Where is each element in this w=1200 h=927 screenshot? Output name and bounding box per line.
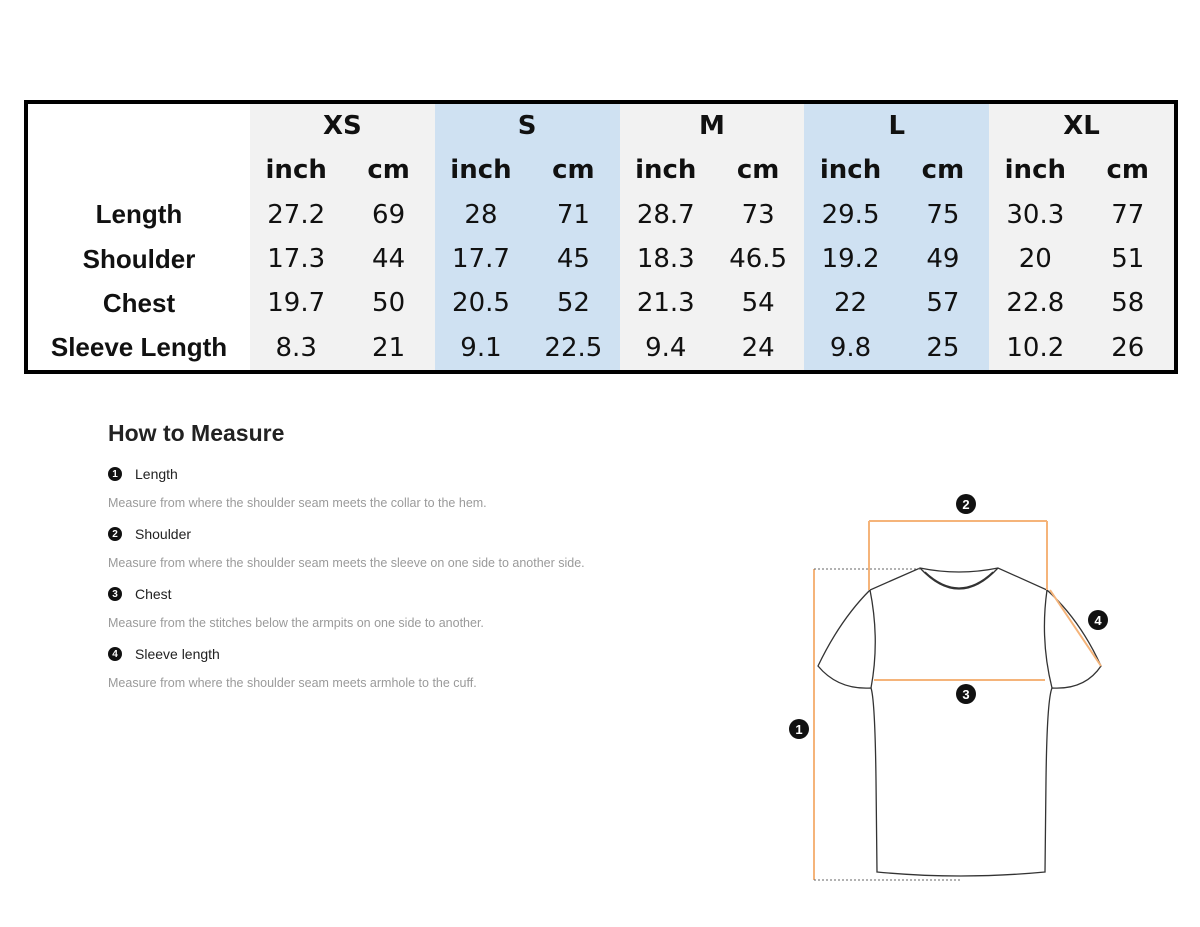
measurement-cell: 29.5	[804, 193, 896, 237]
measurement-cell: 30.3	[989, 193, 1081, 237]
measurement-cell: 26	[1082, 326, 1174, 370]
measure-item-description: Measure from where the shoulder seam meets the collar to the hem.	[108, 496, 487, 510]
measurement-cell: 77	[1082, 193, 1174, 237]
measurement-cell: 73	[712, 193, 804, 237]
measurement-cell: 20	[989, 237, 1081, 281]
measurement-cell: 46.5	[712, 237, 804, 281]
size-header-s: S	[435, 104, 620, 148]
measure-item-description: Measure from where the shoulder seam meets the sleeve on one side to another side.	[108, 556, 585, 570]
unit-header-inch: inch	[804, 148, 896, 192]
unit-header-inch: inch	[989, 148, 1081, 192]
unit-header-inch: inch	[250, 148, 342, 192]
number-badge-icon: 1	[108, 467, 122, 481]
unit-header-cm: cm	[1082, 148, 1174, 192]
badge-2-icon	[956, 494, 976, 514]
measurement-cell: 9.1	[435, 326, 527, 370]
measurement-cell: 54	[712, 281, 804, 325]
measure-item-name: Chest	[135, 586, 172, 602]
measurement-cell: 27.2	[250, 193, 342, 237]
unit-header-cm: cm	[527, 148, 619, 192]
svg-text:3: 3	[962, 687, 970, 702]
size-header-m: M	[620, 104, 805, 148]
measurement-cell: 45	[527, 237, 619, 281]
measurement-cell: 49	[897, 237, 989, 281]
measurement-cell: 19.2	[804, 237, 896, 281]
size-header-xs: XS	[250, 104, 435, 148]
svg-text:1: 1	[795, 722, 803, 737]
measurement-cell: 22.5	[527, 326, 619, 370]
measurement-cell: 25	[897, 326, 989, 370]
measure-item-description: Measure from the stitches below the armpits on one side to another.	[108, 616, 484, 630]
measurement-cell: 69	[342, 193, 434, 237]
measurement-cell: 75	[897, 193, 989, 237]
unit-header-inch: inch	[435, 148, 527, 192]
measurement-cell: 21.3	[620, 281, 712, 325]
unit-header-cm: cm	[342, 148, 434, 192]
measurement-cell: 24	[712, 326, 804, 370]
measurement-cell: 28.7	[620, 193, 712, 237]
size-header-l: L	[804, 104, 989, 148]
number-badge-icon: 2	[108, 527, 122, 541]
unit-header-cm: cm	[712, 148, 804, 192]
number-badge-icon: 4	[108, 647, 122, 661]
row-label: Length	[95, 199, 183, 230]
row-label: Chest	[102, 287, 176, 318]
measurement-cell: 9.8	[804, 326, 896, 370]
measure-item-name: Sleeve length	[135, 646, 220, 662]
measurement-cell: 17.7	[435, 237, 527, 281]
measurement-cell: 71	[527, 193, 619, 237]
badge-1-icon	[789, 719, 809, 739]
unit-header-cm: cm	[897, 148, 989, 192]
measurement-cell: 52	[527, 281, 619, 325]
measurement-cell: 28	[435, 193, 527, 237]
measurement-cell: 58	[1082, 281, 1174, 325]
measurement-cell: 18.3	[620, 237, 712, 281]
measurement-cell: 10.2	[989, 326, 1081, 370]
measure-item-description: Measure from where the shoulder seam meets armhole to the cuff.	[108, 676, 477, 690]
measure-lines	[814, 521, 1101, 880]
row-label: Shoulder	[82, 243, 196, 274]
svg-text:4: 4	[1094, 613, 1102, 628]
measurement-cell: 50	[342, 281, 434, 325]
measurement-cell: 21	[342, 326, 434, 370]
measurement-cell: 8.3	[250, 326, 342, 370]
measurement-cell: 22	[804, 281, 896, 325]
measurement-cell: 9.4	[620, 326, 712, 370]
measure-item-name: Shoulder	[135, 526, 192, 542]
row-label: Sleeve Length	[50, 332, 228, 363]
measurement-cell: 20.5	[435, 281, 527, 325]
how-to-measure-title: How to Measure	[108, 420, 285, 446]
size-header-xl: XL	[989, 104, 1174, 148]
measurement-cell: 57	[897, 281, 989, 325]
measurement-cell: 44	[342, 237, 434, 281]
unit-header-inch: inch	[620, 148, 712, 192]
number-badge-icon: 3	[108, 587, 122, 601]
badge-4-icon	[1088, 610, 1108, 630]
badge-3-icon	[956, 684, 976, 704]
measurement-cell: 51	[1082, 237, 1174, 281]
tshirt-outline	[818, 568, 1101, 876]
measurement-cell: 22.8	[989, 281, 1081, 325]
measurement-cell: 17.3	[250, 237, 342, 281]
svg-text:2: 2	[962, 497, 970, 512]
measure-item-name: Length	[135, 466, 178, 482]
measurement-cell: 19.7	[250, 281, 342, 325]
